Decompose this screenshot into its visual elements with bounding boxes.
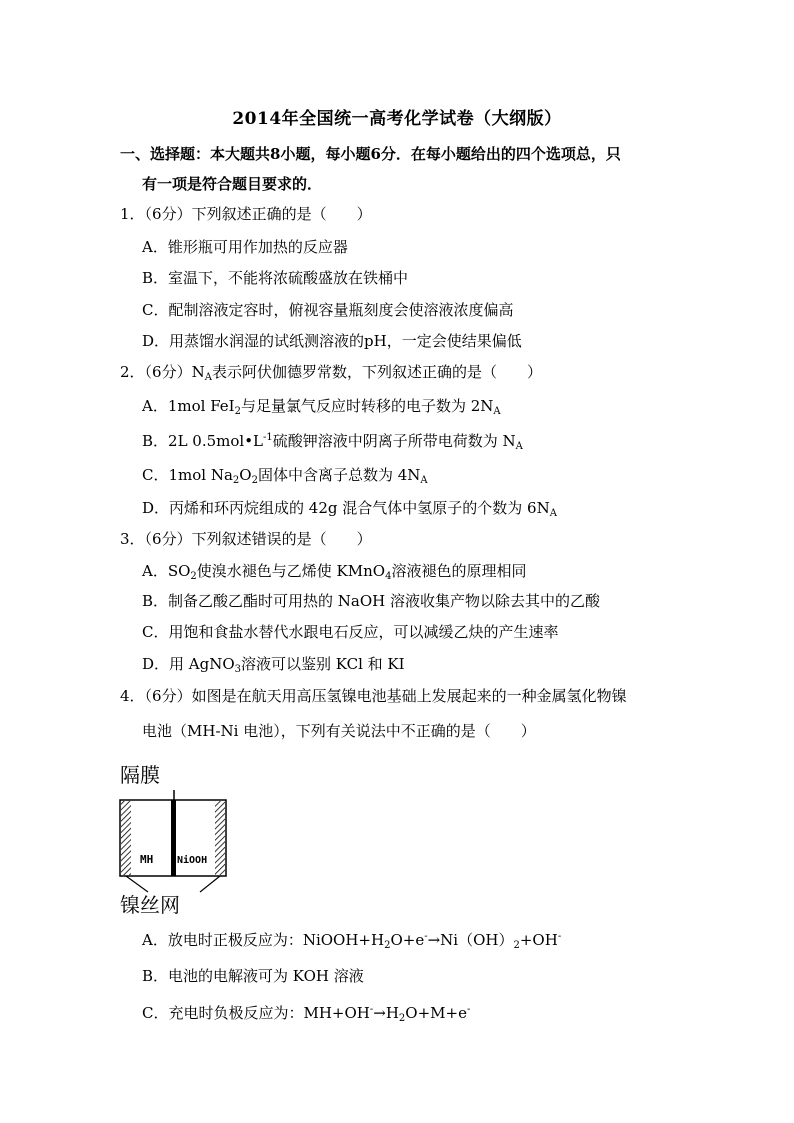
section-heading-line2: 有一项是符合题目要求的． [142, 175, 323, 193]
q4-c-text3: O+M+e [405, 1004, 467, 1022]
q3-a-sub2: 4 [385, 571, 392, 582]
q2-stem-rest: 表示阿伏伽德罗常数，下列叙述正确的是（ ） [211, 363, 542, 381]
q4-stem-line2: 电池（MH-Ni 电池），下列有关说法中不正确的是（ ） [142, 722, 536, 740]
q2-c-text3: 固体中含离子总数为 4N [257, 466, 421, 484]
q2-stem-sub: A [204, 372, 212, 383]
q3-a-sub1: 2 [190, 571, 197, 582]
q4-c-sup1: - [369, 1004, 374, 1015]
q2-c-sub3: A [420, 475, 428, 486]
q4-a-sup2: - [557, 931, 562, 942]
left-mesh-electrode [121, 801, 131, 875]
q4-a-text3: →Ni（OH） [427, 931, 514, 949]
q4-stem-line1: 4．（6分）如图是在航天用高压氢镍电池基础上发展起来的一种金属氢化物镍 [120, 687, 627, 705]
page-title: 2014年全国统一高考化学试卷（大纲版） [232, 109, 562, 129]
section-heading-line1: 一、选择题：本大题共8小题，每小题6分．在每小题给出的四个选项总，只 [120, 145, 621, 163]
q2-option-c [142, 465, 428, 485]
q2-a-sub2: A [493, 406, 501, 417]
q3-d-text2: 溶液可以鉴别 KCl 和 KI [241, 655, 405, 673]
q2-d-text: D．丙烯和环丙烷组成的 42g 混合气体中氢原子的个数为 6N [142, 499, 550, 517]
q2-c-sub1: 2 [232, 475, 240, 486]
q2-a-text: A．1mol FeI [142, 397, 235, 415]
q3-a-text2: 使溴水褪色与乙烯使 KMnO [196, 562, 386, 580]
right-electrode-label: NiOOH [177, 855, 208, 866]
q3-a-text: A．SO [142, 562, 191, 580]
q3-a-text3: 溶液褪色的原理相同 [391, 562, 527, 580]
q2-b-sub: A [515, 441, 523, 452]
q4-a-sub2: 2 [513, 940, 520, 951]
q4-c-sub: 2 [398, 1013, 406, 1024]
q4-a-text2: O+e [390, 931, 425, 949]
q1-option-c: C．配制溶液定容时，俯视容量瓶刻度会使溶液浓度偏高 [142, 301, 514, 319]
membrane-label: 隔膜 [120, 763, 160, 787]
q3-option-c: C．用饱和食盐水替代水跟电石反应，可以减缓乙炔的产生速率 [142, 623, 559, 641]
q2-b-text2: 硫酸钾溶液中阴离子所带电荷数为 N [272, 432, 516, 450]
q2-option-a [142, 396, 501, 416]
q3-option-a [142, 561, 526, 581]
q2-c-text2: O [239, 466, 252, 484]
q2-stem-text: 2．（6分）N [120, 363, 205, 381]
q2-d-sub: A [549, 508, 557, 519]
q2-c-sub2: 2 [251, 475, 258, 486]
q3-d-text: D．用 AgNO [142, 655, 235, 673]
q1-stem: 1．（6分）下列叙述正确的是（ ） [120, 205, 372, 223]
q3-option-b: B．制备乙酸乙酯时可用热的 NaOH 溶液收集产物以除去其中的乙酸 [142, 592, 601, 610]
q4-option-b: B．电池的电解液可为 KOH 溶液 [142, 967, 364, 985]
q3-stem: 3．（6分）下列叙述错误的是（ ） [120, 530, 372, 548]
q4-c-text: C．充电时负极反应为：MH+OH [142, 1004, 370, 1022]
q2-b-sup: -1 [263, 432, 273, 443]
q3-d-sub: 3 [234, 664, 242, 675]
q3-option-d [142, 654, 405, 674]
q4-c-sup2: - [466, 1004, 471, 1015]
q1-option-a: A．锥形瓶可用作加热的反应器 [142, 238, 348, 256]
q2-c-text: C．1mol Na [142, 466, 233, 484]
section-heading [120, 139, 680, 199]
q4-option-a [142, 930, 561, 950]
q4-option-c [142, 1003, 470, 1023]
q4-a-text: A．放电时正极反应为：NiOOH+H [142, 931, 385, 949]
q4-a-sub1: 2 [384, 940, 391, 951]
q2-stem [120, 362, 542, 382]
q4-c-text2: →H [373, 1004, 399, 1022]
q2-option-d [142, 498, 557, 518]
q1-option-d: D．用蒸馏水润湿的试纸测溶液的pH，一定会使结果偏低 [142, 332, 522, 350]
q4-a-text4: +OH [519, 931, 558, 949]
membrane-separator [171, 800, 176, 876]
q2-b-text: B．2L 0.5mol•L [142, 432, 264, 450]
q2-a-sub1: 2 [234, 406, 241, 417]
right-mesh-electrode [215, 801, 225, 875]
battery-cell-diagram [112, 790, 232, 895]
q2-option-b [142, 431, 523, 451]
q2-a-text2: 与足量氯气反应时转移的电子数为 2N [240, 397, 494, 415]
left-electrode-label: MH [140, 853, 154, 866]
mesh-label: 镍丝网 [120, 893, 180, 917]
q1-option-b: B．室温下，不能将浓硫酸盛放在铁桶中 [142, 269, 409, 287]
mesh-pointer-right [200, 876, 220, 892]
q4-a-sup1: - [424, 931, 428, 942]
